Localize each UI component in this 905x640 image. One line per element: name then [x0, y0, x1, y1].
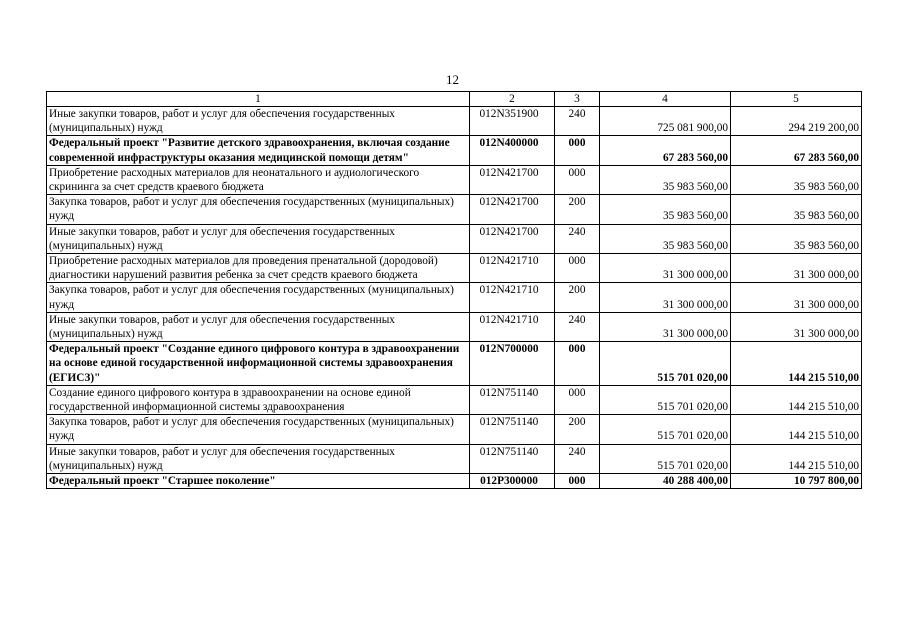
row-amount-col4-cell: 515 701 020,00	[600, 415, 731, 444]
row-name-cell: Федеральный проект "Старшее поколение"	[47, 474, 470, 489]
row-name-cell: Создание единого цифрового контура в здравоохранении на основе единой государственной информационной системы здравоохранения	[47, 385, 470, 414]
row-code-cell: 012N751140	[470, 444, 555, 473]
table-row	[47, 342, 862, 386]
row-name-cell: Закупка товаров, работ и услуг для обеспечения государственных (муниципальных) нужд	[47, 415, 470, 444]
row-amount-col5-cell: 294 219 200,00	[731, 107, 862, 136]
row-expense-type-cell: 240	[555, 224, 600, 253]
row-amount-col4-cell: 40 288 400,00	[600, 474, 731, 489]
table-row	[47, 283, 862, 312]
row-amount-col4-cell: 515 701 020,00	[600, 342, 731, 386]
row-expense-type-cell: 200	[555, 415, 600, 444]
row-expense-type-cell: 000	[555, 165, 600, 194]
header-cell-2: 2	[470, 92, 555, 107]
table-row	[47, 444, 862, 473]
row-amount-col5-cell: 67 283 560,00	[731, 136, 862, 165]
row-amount-col5-cell: 144 215 510,00	[731, 385, 862, 414]
row-amount-col5-cell: 35 983 560,00	[731, 165, 862, 194]
row-amount-col5-cell: 144 215 510,00	[731, 444, 862, 473]
row-amount-col4-cell: 31 300 000,00	[600, 283, 731, 312]
table-row	[47, 136, 862, 165]
row-code-cell: 012N751140	[470, 385, 555, 414]
row-amount-col4-cell: 515 701 020,00	[600, 444, 731, 473]
row-expense-type-cell: 200	[555, 195, 600, 224]
row-amount-col4-cell: 515 701 020,00	[600, 385, 731, 414]
row-code-cell: 012N421700	[470, 195, 555, 224]
row-name-cell: Иные закупки товаров, работ и услуг для обеспечения государственных (муниципальных) нужд	[47, 224, 470, 253]
row-expense-type-cell: 000	[555, 474, 600, 489]
row-amount-col5-cell: 31 300 000,00	[731, 312, 862, 341]
row-expense-type-cell: 000	[555, 254, 600, 283]
row-expense-type-cell: 200	[555, 283, 600, 312]
row-amount-col5-cell: 35 983 560,00	[731, 224, 862, 253]
row-expense-type-cell: 240	[555, 107, 600, 136]
row-amount-col5-cell: 10 797 800,00	[731, 474, 862, 489]
row-name-cell: Иные закупки товаров, работ и услуг для обеспечения государственных (муниципальных) нужд	[47, 107, 470, 136]
table-row	[47, 385, 862, 414]
row-expense-type-cell: 000	[555, 136, 600, 165]
row-code-cell: 012N421710	[470, 283, 555, 312]
row-code-cell: 012N351900	[470, 107, 555, 136]
row-name-cell: Федеральный проект "Создание единого цифрового контура в здравоохранении на основе единой государственной информационной системы здравоохранения (ЕГИСЗ)"	[47, 342, 470, 386]
row-code-cell: 012N421700	[470, 165, 555, 194]
row-amount-col5-cell: 31 300 000,00	[731, 283, 862, 312]
row-expense-type-cell: 240	[555, 444, 600, 473]
row-amount-col4-cell: 35 983 560,00	[600, 224, 731, 253]
row-code-cell: 012N751140	[470, 415, 555, 444]
row-name-cell: Иные закупки товаров, работ и услуг для обеспечения государственных (муниципальных) нужд	[47, 444, 470, 473]
row-amount-col4-cell: 35 983 560,00	[600, 165, 731, 194]
row-code-cell: 012N421710	[470, 254, 555, 283]
table-header-row	[47, 92, 862, 107]
row-name-cell: Иные закупки товаров, работ и услуг для обеспечения государственных (муниципальных) нужд	[47, 312, 470, 341]
table-row	[47, 165, 862, 194]
table-row	[47, 312, 862, 341]
row-code-cell: 012N421700	[470, 224, 555, 253]
row-name-cell: Приобретение расходных материалов для проведения пренатальной (дородовой) диагностики нарушений развития ребенка за счет средств краевого бюджета	[47, 254, 470, 283]
page-number: 12	[446, 72, 459, 87]
row-name-cell: Закупка товаров, работ и услуг для обеспечения государственных (муниципальных) нужд	[47, 283, 470, 312]
row-amount-col5-cell: 35 983 560,00	[731, 195, 862, 224]
row-amount-col4-cell: 67 283 560,00	[600, 136, 731, 165]
row-code-cell: 012N421710	[470, 312, 555, 341]
row-amount-col5-cell: 144 215 510,00	[731, 342, 862, 386]
row-amount-col4-cell: 35 983 560,00	[600, 195, 731, 224]
table-row	[47, 474, 862, 489]
row-name-cell: Федеральный проект "Развитие детского здравоохранения, включая создание современной инфраструктуры оказания медицинской помощи детям"	[47, 136, 470, 165]
row-code-cell: 012P300000	[470, 474, 555, 489]
header-cell-4: 4	[600, 92, 731, 107]
table-row	[47, 415, 862, 444]
row-amount-col5-cell: 31 300 000,00	[731, 254, 862, 283]
row-name-cell: Закупка товаров, работ и услуг для обеспечения государственных (муниципальных) нужд	[47, 195, 470, 224]
header-cell-5: 5	[731, 92, 862, 107]
row-expense-type-cell: 000	[555, 342, 600, 386]
row-amount-col4-cell: 725 081 900,00	[600, 107, 731, 136]
table-row	[47, 107, 862, 136]
row-amount-col5-cell: 144 215 510,00	[731, 415, 862, 444]
header-cell-1: 1	[47, 92, 470, 107]
header-cell-3: 3	[555, 92, 600, 107]
table-row	[47, 224, 862, 253]
row-code-cell: 012N700000	[470, 342, 555, 386]
table-row	[47, 254, 862, 283]
row-amount-col4-cell: 31 300 000,00	[600, 312, 731, 341]
row-code-cell: 012N400000	[470, 136, 555, 165]
table-row	[47, 195, 862, 224]
budget-table	[46, 91, 862, 489]
row-expense-type-cell: 000	[555, 385, 600, 414]
row-amount-col4-cell: 31 300 000,00	[600, 254, 731, 283]
row-expense-type-cell: 240	[555, 312, 600, 341]
row-name-cell: Приобретение расходных материалов для неонатального и аудиологического скрининга за счет средств краевого бюджета	[47, 165, 470, 194]
